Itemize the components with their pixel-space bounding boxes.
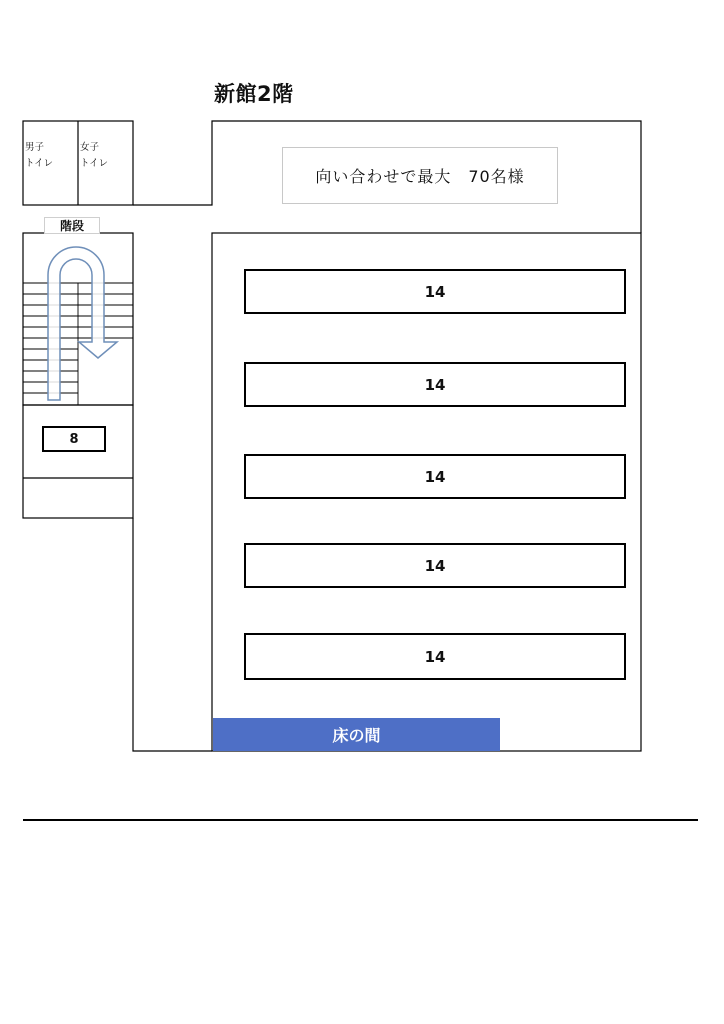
page-title: 新館2階 xyxy=(214,82,294,106)
capacity-note: 向い合わせで最大 70名様 xyxy=(282,147,558,204)
table-5: 14 xyxy=(244,633,626,680)
women-restroom-line2: トイレ xyxy=(80,158,109,169)
tokonoma-alcove: 床の間 xyxy=(213,718,500,751)
women-restroom-label xyxy=(80,140,108,172)
men-restroom-line1: 男子 xyxy=(25,142,45,153)
corridor-outline xyxy=(133,518,212,751)
men-restroom-line2: トイレ xyxy=(25,158,54,169)
women-restroom-line1: 女子 xyxy=(80,142,100,153)
table-1: 14 xyxy=(244,269,626,314)
stair-direction-arrow-icon xyxy=(48,247,117,400)
stairs-label: 階段 xyxy=(44,217,100,234)
table-3: 14 xyxy=(244,454,626,499)
men-restroom-label xyxy=(25,140,53,172)
table-2: 14 xyxy=(244,362,626,407)
side-table: 8 xyxy=(42,426,106,452)
small-room-outline xyxy=(23,405,133,518)
table-4: 14 xyxy=(244,543,626,588)
